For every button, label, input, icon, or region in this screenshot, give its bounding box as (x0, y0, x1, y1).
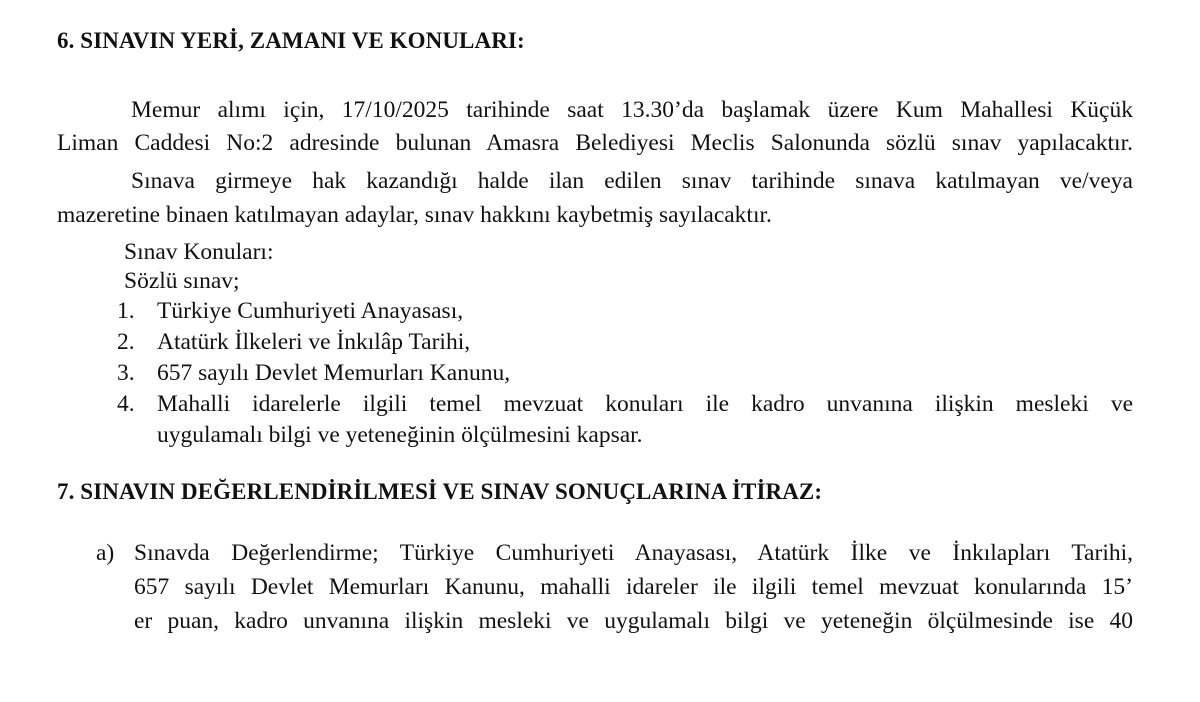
list-item: Türkiye Cumhuriyeti Anayasası, (157, 298, 464, 324)
list-item: Mahalli idarelerle ilgili temel mevzuat konuları ile kadro unvanına ilişkin mesleki ve (157, 391, 1133, 417)
list-item: 657 sayılı Devlet Memurları Kanunu, (157, 360, 511, 386)
list-item: Atatürk İlkeleri ve İnkılâp Tarihi, (157, 329, 471, 355)
item-a-line-3: er puan, kadro unvanına ilişkin mesleki ve uygulamalı bilgi ve yeteneğin ölçülmesinde ise 40 (134, 608, 1133, 634)
paragraph-2-line-2: mazeretine binaen katılmayan adaylar, sınav hakkını kaybetmiş sayılacaktır. (57, 202, 772, 228)
paragraph-1-line-2: Liman Caddesi No:2 adresinde bulunan Amasra Belediyesi Meclis Salonunda sözlü sınav yapılacaktır. (57, 130, 1133, 156)
item-a-line-2: 657 sayılı Devlet Memurları Kanunu, mahalli idareler ile ilgili temel mevzuat konularında 15’ (134, 574, 1133, 600)
list-item-number: 4. (117, 391, 135, 417)
paragraph-1-line-1: Memur alımı için, 17/10/2025 tarihinde saat 13.30’da başlamak üzere Kum Mahallesi Küçük (131, 97, 1133, 123)
section-6-heading: 6. SINAVIN YERİ, ZAMANI VE KONULARI: (57, 28, 525, 53)
list-item-number: 1. (117, 298, 135, 324)
oral-exam-label: Sözlü sınav; (124, 268, 240, 294)
list-item-number: 2. (117, 329, 135, 355)
item-a-line-1: Sınavda Değerlendirme; Türkiye Cumhuriyeti Anayasası, Atatürk İlke ve İnkılapları Tarihi, (134, 540, 1133, 566)
list-item-number: 3. (117, 360, 135, 386)
item-a-marker: a) (96, 540, 115, 566)
paragraph-2-line-1: Sınava girmeye hak kazandığı halde ilan edilen sınav tarihinde sınava katılmayan ve/veya (131, 168, 1133, 194)
list-item-continuation: uygulamalı bilgi ve yeteneğinin ölçülmesini kapsar. (157, 422, 643, 448)
section-7-heading: 7. SINAVIN DEĞERLENDİRİLMESİ VE SINAV SONUÇLARINA İTİRAZ: (57, 479, 823, 504)
topics-label: Sınav Konuları: (124, 239, 274, 265)
